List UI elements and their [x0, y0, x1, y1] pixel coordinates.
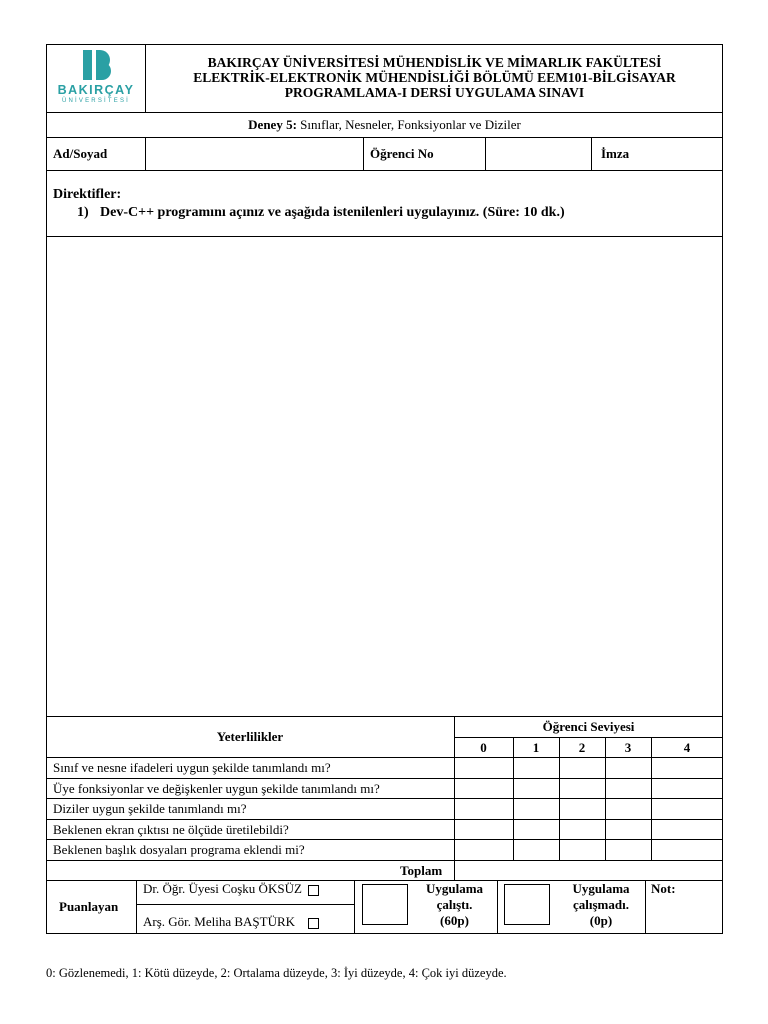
divider — [497, 880, 498, 934]
divider — [363, 137, 364, 170]
header-title-line3: PROGRAMLAMA-I DERSİ UYGULAMA SINAVI — [284, 85, 585, 100]
experiment-label: Deney 5: — [248, 117, 297, 132]
worked-line2: çalıştı. — [436, 897, 473, 912]
worked-line1: Uygulama — [425, 881, 484, 896]
logo-mark-icon — [52, 48, 140, 84]
student-level-header: Öğrenci Seviyesi — [542, 719, 635, 734]
rubric-row: Sınıf ve nesne ifadeleri uygun şekilde tanımlandı mı? — [53, 760, 331, 775]
grader-label: Puanlayan — [59, 899, 119, 914]
divider — [46, 757, 723, 758]
name-label: Ad/Soyad — [53, 146, 108, 161]
directives-heading: Direktifler: — [53, 187, 122, 202]
header-title-line1: BAKIRÇAY ÜNİVERSİTESİ MÜHENDİSLİK VE MİMARLIK FAKÜLTESİ — [207, 55, 662, 70]
worked-line3: (60p) — [440, 913, 469, 928]
level-4-header: 4 — [683, 740, 691, 755]
student-number-field[interactable] — [486, 138, 591, 170]
grader-1-checkbox[interactable] — [308, 885, 319, 896]
divider — [46, 819, 723, 820]
grader-2-name: Arş. Gör. Meliha BAŞTÜRK — [143, 914, 296, 929]
grader-2 — [143, 914, 319, 930]
divider — [136, 904, 354, 905]
experiment-title — [46, 117, 723, 133]
student-number-label: Öğrenci No — [370, 146, 434, 161]
note-label: Not: — [651, 881, 676, 896]
grader-1 — [143, 881, 319, 897]
logo-text: BAKIRÇAY — [57, 83, 135, 97]
directive-item-number: 1) — [77, 205, 89, 220]
divider — [136, 880, 137, 934]
not-worked-line3: (0p) — [589, 913, 613, 928]
directive-item-text: Dev-C++ programını açınız ve aşağıda istenilenleri uygulayınız. (Süre: 10 dk.) — [100, 205, 565, 220]
divider — [46, 716, 723, 717]
not-worked-line2: çalışmadı. — [573, 897, 629, 912]
university-logo — [52, 48, 140, 108]
level-1-header: 1 — [532, 740, 540, 755]
name-field[interactable] — [146, 138, 363, 170]
signature-label: İmza — [601, 146, 630, 161]
level-3-header: 3 — [624, 740, 632, 755]
divider — [46, 839, 723, 840]
not-worked-checkbox[interactable] — [504, 884, 550, 925]
level-legend: 0: Gözlenemedi, 1: Kötü düzeyde, 2: Ortalama düzeyde, 3: İyi düzeyde, 4: Çok iyi düzeyde. — [46, 966, 507, 980]
worked-checkbox[interactable] — [362, 884, 408, 925]
divider — [46, 778, 723, 779]
level-2-header: 2 — [578, 740, 586, 755]
header-title-line2: ELEKTRİK-ELEKTRONİK MÜHENDİSLİĞİ BÖLÜMÜ EEM101-BİLGİSAYAR — [193, 70, 676, 85]
grader-1-name: Dr. Öğr. Üyesi Coşku ÖKSÜZ — [143, 881, 302, 896]
rubric-row: Üye fonksiyonlar ve değişkenler uygun şekilde tanımlandı mı? — [53, 781, 380, 796]
divider — [454, 737, 723, 738]
divider — [591, 137, 592, 170]
divider — [46, 112, 723, 113]
rubric-row: Beklenen başlık dosyaları programa eklendi mi? — [53, 842, 305, 857]
rubric-row: Diziler uygun şekilde tanımlandı mı? — [53, 801, 247, 816]
divider — [46, 798, 723, 799]
divider — [46, 170, 723, 171]
logo-subtext: ÜNİVERSİTESİ — [61, 98, 131, 104]
not-worked-line1: Uygulama — [572, 881, 630, 896]
rubric-row: Beklenen ekran çıktısı ne ölçüde üretilebildi? — [53, 822, 289, 837]
divider — [645, 880, 646, 934]
answer-area[interactable] — [47, 237, 722, 716]
divider — [354, 880, 355, 934]
experiment-name: Sınıflar, Nesneler, Fonksiyonlar ve Diziler — [300, 117, 521, 132]
competencies-header: Yeterlilikler — [216, 729, 284, 744]
level-0-header: 0 — [480, 740, 487, 755]
divider — [46, 860, 723, 861]
total-label: Toplam — [400, 863, 443, 878]
grader-2-checkbox[interactable] — [308, 918, 319, 929]
